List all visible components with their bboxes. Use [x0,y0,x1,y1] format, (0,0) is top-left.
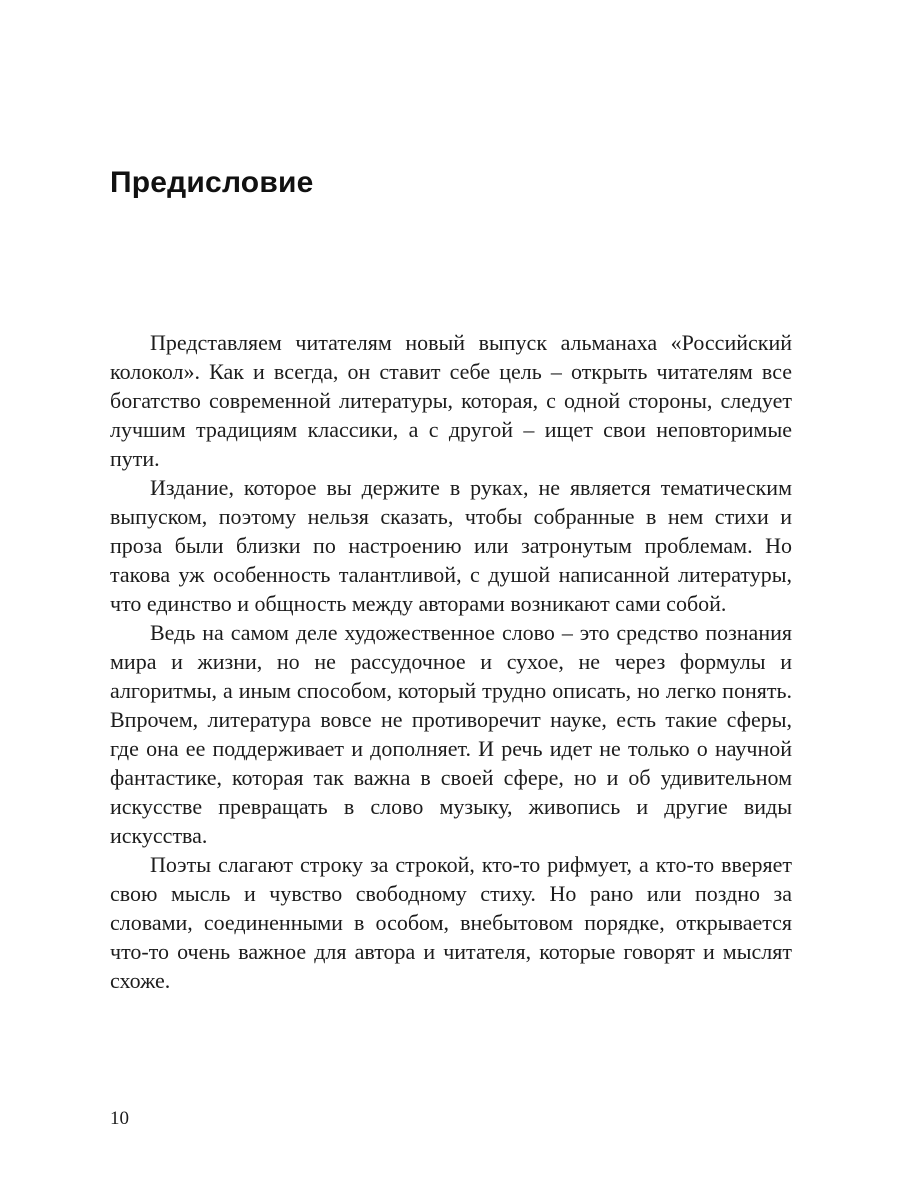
paragraph: Ведь на самом деле художественное слово – это средство познания мира и жизни, но не рассудочное и сухое, не через формулы и алгоритмы, а иным способом, который трудно описать, но легко понять. Впрочем, литература вовсе не противоречит науке, есть такие сферы, где она ее поддерживает и дополняет. И речь идет не только о научной фантастике, которая так важна в своей сфере, но и об удивительном искусстве превращать в слово музыку, живопись и другие виды искусства. [110,620,792,848]
body-text [110,328,792,995]
text-block [110,0,792,995]
page-number: 10 [110,1108,129,1129]
paragraph: Представляем читателям новый выпуск альманаха «Российский колокол». Как и всегда, он ставит себе цель – открыть читателям все богатство современной литературы, которая, с одной стороны, следует лучшим традициям классики, а с другой – ищет свои неповторимые пути. [110,330,792,471]
chapter-heading: Предисловие [110,166,314,199]
paragraph: Поэты слагают строку за строкой, кто-то рифмует, а кто-то вверяет свою мысль и чувство свободному стиху. Но рано или поздно за словами, соединенными в особом, внебытовом порядке, открывается что-то очень важное для автора и читателя, которые говорят и мыслят схоже. [110,852,792,993]
paragraph: Издание, которое вы держите в руках, не является тематическим выпуском, поэтому нельзя сказать, чтобы собранные в нем стихи и проза были близки по настроению или затронутым проблемам. Но такова уж особенность талантливой, с душой написанной литературы, что единство и общность между авторами возникают сами собой. [110,475,792,616]
